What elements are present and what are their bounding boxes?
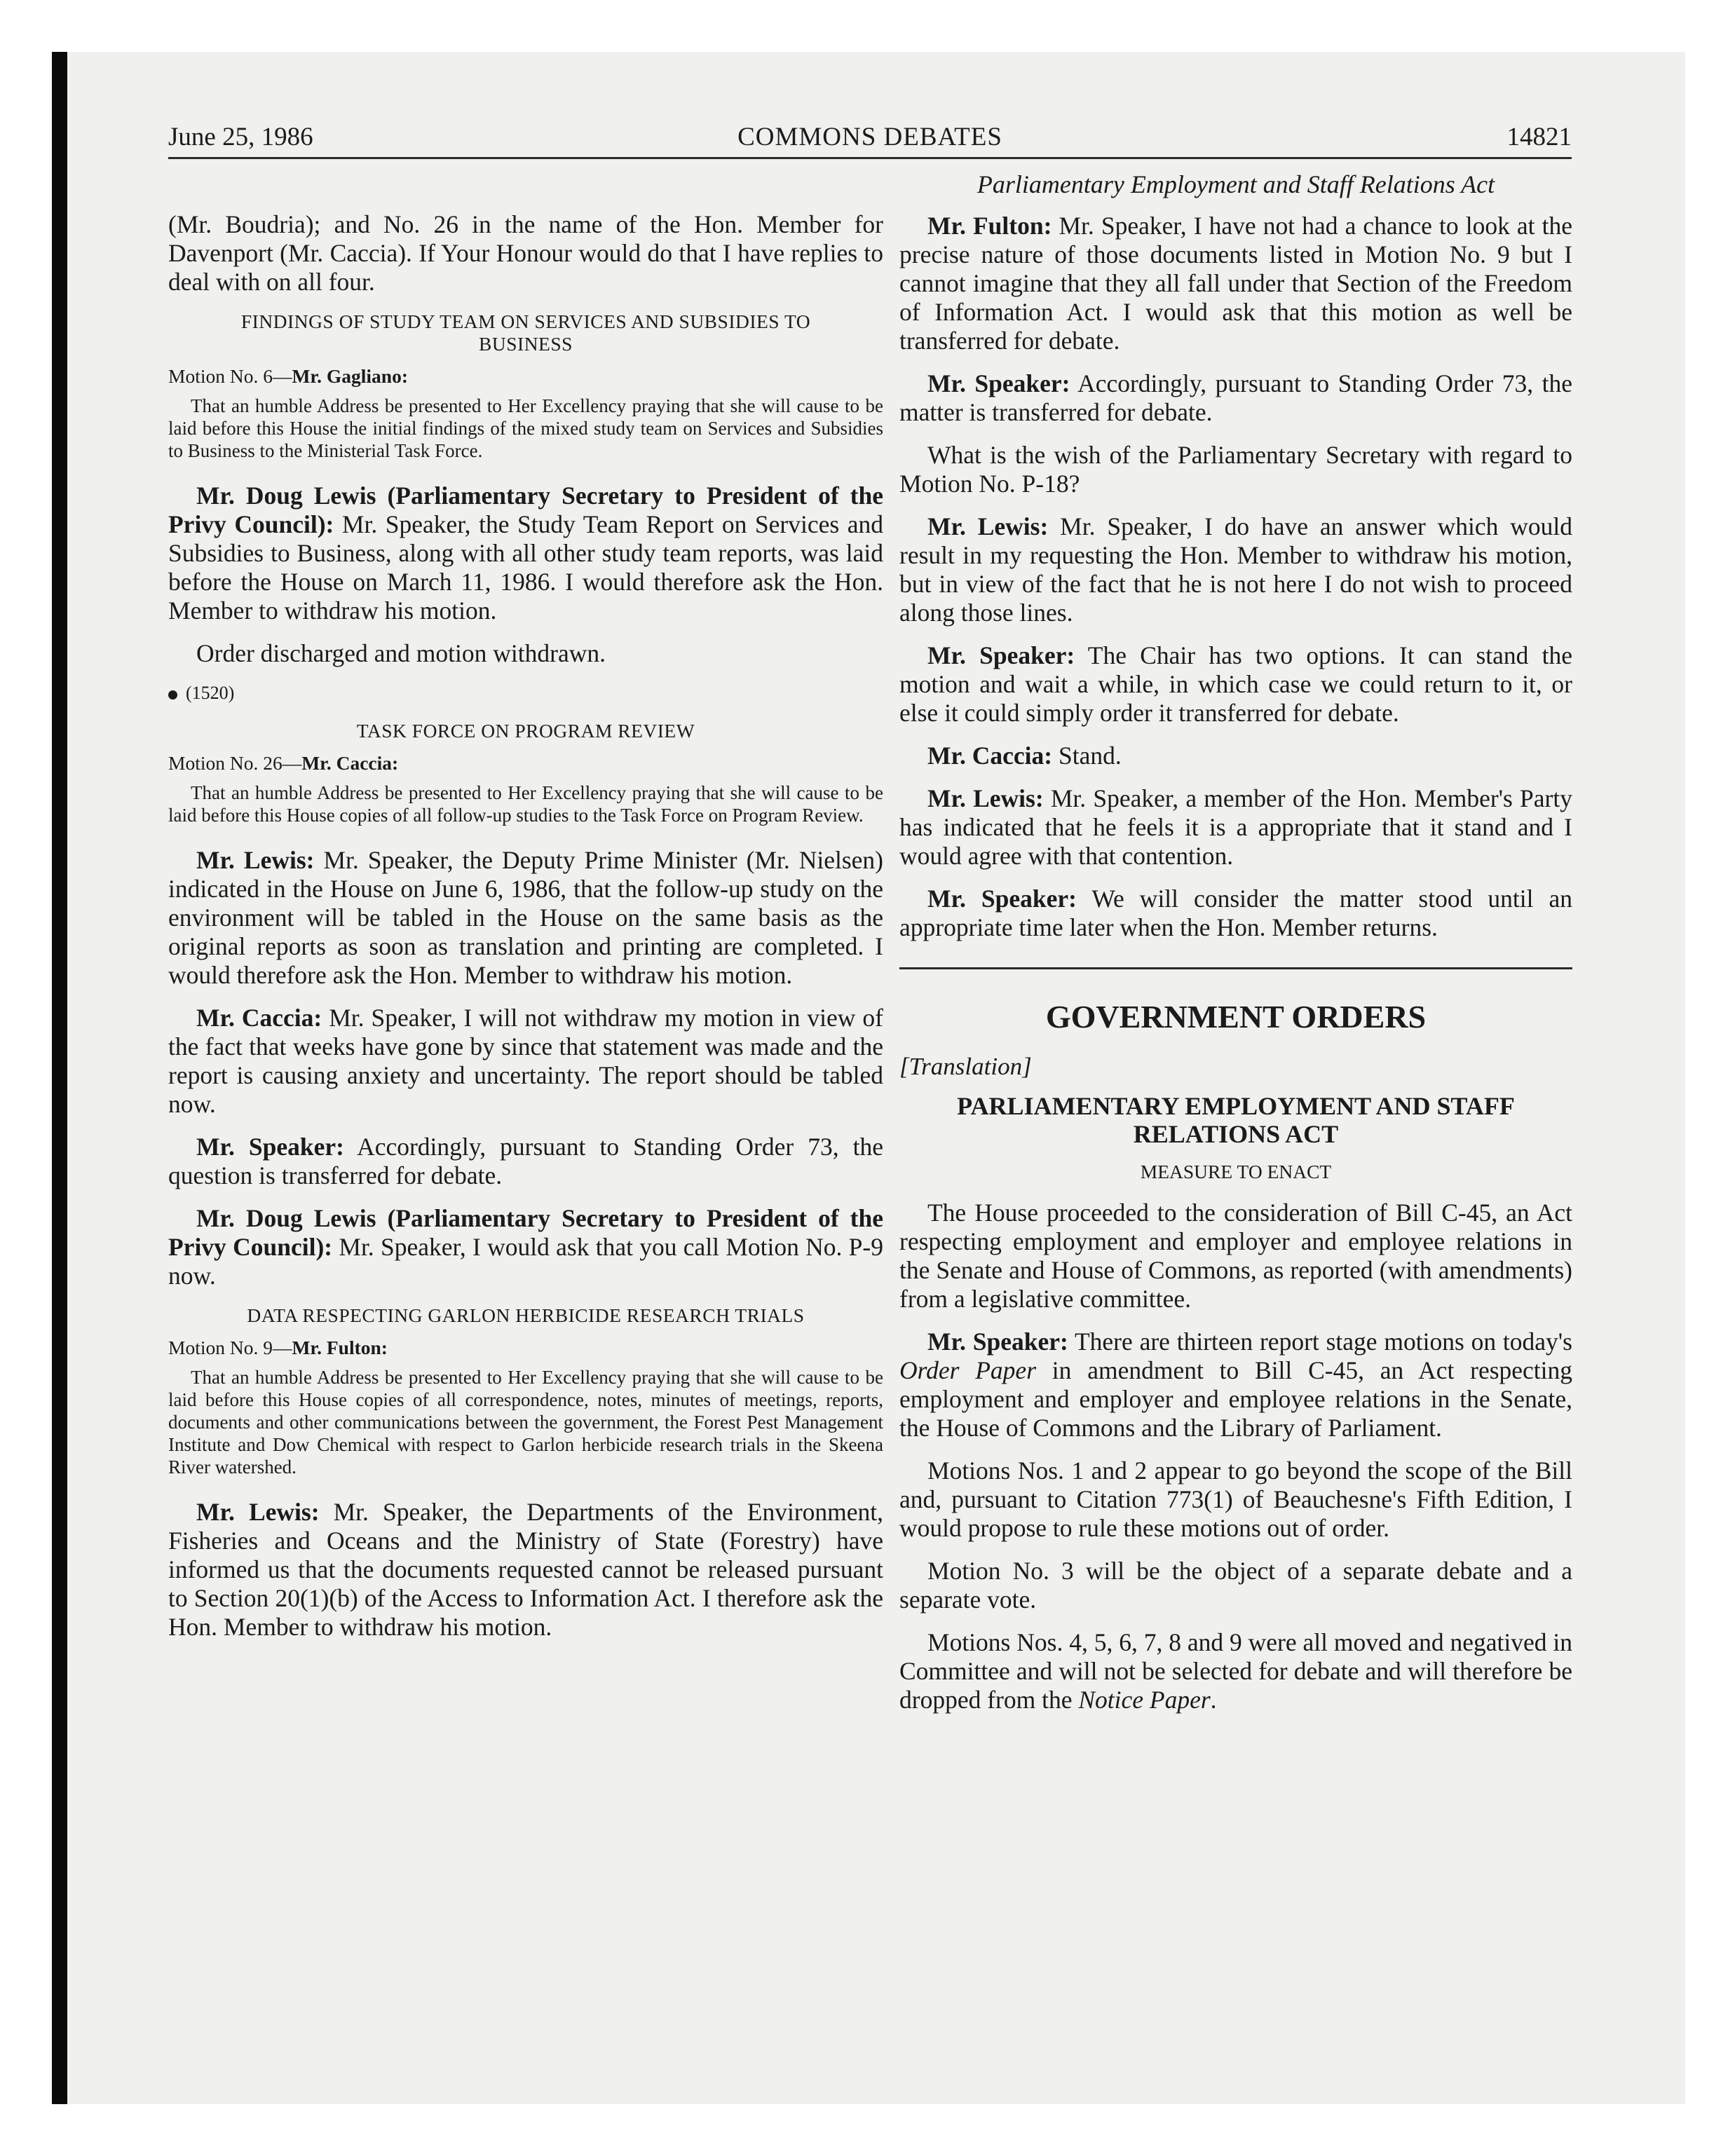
paragraph-text: Motions Nos. 4, 5, 6, 7, 8 and 9 were all moved and negatived in Committee and will not be selected for debate and will therefore be dropped from the — [899, 1628, 1572, 1714]
speech — [168, 1498, 883, 1642]
speech — [899, 1328, 1572, 1442]
speech — [168, 482, 883, 625]
speech — [899, 742, 1572, 770]
paragraph-text: . — [1210, 1686, 1217, 1714]
header-title: COMMONS DEBATES — [737, 123, 1002, 151]
section-title: GOVERNMENT ORDERS — [1045, 999, 1427, 1035]
motion-number — [168, 752, 883, 775]
speech-text: Accordingly, pursuant to Standing Order 73, the matter is transferred for debate. — [899, 369, 1573, 426]
speech-text: Mr. Speaker, I have not had a chance to look at the precise nature of those documents listed in Motion No. 9 but I cannot imagine that they all fall under that Section of the Freedom of Information Act. I would ask that this motion as well be transferred for debate. — [899, 212, 1573, 355]
speech-text: in amendment to Bill C-45, an Act respecting employment and employer and employee relations in the Senate, the House of Commons and the Library of Parliament. — [899, 1356, 1572, 1442]
speech — [168, 1133, 883, 1190]
right-column — [899, 168, 1572, 1728]
speech — [899, 212, 1572, 355]
motion-mover: Mr. Gagliano: — [292, 365, 408, 387]
speech-text: Mr. Speaker, a member of the Hon. Member's Party has indicated that he feels it is a appropriate that it stand and I would agree with that contention. — [899, 784, 1572, 870]
speech-text: Mr. Speaker, the Deputy Prime Minister (Mr. Nielsen) indicated in the House on June 6, 1986, that the follow-up study on the environment will be tabled in the House on the same basis as the original reports as soon as translation and printing are completed. I would therefore ask the Hon. Member to withdraw his motion. — [168, 846, 884, 989]
paragraph — [899, 1628, 1572, 1714]
speech-text: Mr. Speaker, I do have an answer which would result in my requesting the Hon. Member to withdraw his motion, but in view of the fact that he is not here I do not wish to proceed along those lines. — [899, 512, 1572, 627]
speech — [168, 846, 883, 990]
column-title: Parliamentary Employment and Staff Relations Act — [977, 170, 1495, 198]
bill-subheading: MEASURE TO ENACT — [1140, 1161, 1332, 1182]
speech — [168, 1204, 883, 1290]
time-marker — [168, 682, 883, 704]
bullet-icon — [168, 690, 177, 700]
motion-text: That an humble Address be presented to Her Excellency praying that she will cause to be laid before this House the initial findings of the mixed study team on Services and Subsidies to Business to the Ministerial Task Force. — [168, 395, 883, 461]
speech — [168, 1004, 883, 1119]
speech-text: Mr. Speaker, I will not withdraw my motion in view of the fact that weeks have gone by since that statement was made and the report is causing anxiety and uncertainty. The report should be tabled now. — [168, 1004, 883, 1118]
speech-text: Mr. Speaker, I would ask that you call Motion No. P-9 now. — [168, 1233, 883, 1290]
speaker-name: Mr. Lewis: — [927, 512, 1049, 540]
motion-label: Motion No. 26— — [168, 752, 302, 774]
speaker-name: Mr. Lewis: — [196, 1498, 320, 1526]
speaker-name: Mr. Lewis: — [196, 846, 315, 874]
paragraph: Order discharged and motion withdrawn. — [196, 639, 606, 667]
paragraph: The House proceeded to the consideration of Bill C-45, an Act respecting employment and employer and employee relations in the Senate and House of Commons, as reported (with amendments) from a legislative committee. — [899, 1199, 1572, 1313]
speech-text: Mr. Speaker, the Study Team Report on Services and Subsidies to Business, along with all other study team reports, was laid before the House on March 11, 1986. I would therefore ask the Hon. Member to withdraw his motion. — [168, 510, 883, 625]
speech-text: There are thirteen report stage motions on today's — [1068, 1328, 1572, 1356]
speaker-name: Mr. Speaker: — [927, 885, 1077, 913]
motion-number — [168, 365, 883, 388]
motion-label: Motion No. 9— — [168, 1337, 292, 1358]
motion-text: That an humble Address be presented to Her Excellency praying that she will cause to be laid before this House copies of all follow-up studies to the Task Force on Program Review. — [168, 782, 883, 826]
speech — [899, 641, 1572, 728]
speech — [899, 885, 1572, 942]
italic-title: Order Paper — [899, 1356, 1037, 1384]
speaker-name: Mr. Speaker: — [196, 1133, 344, 1161]
binding-edge — [52, 52, 67, 2104]
motion-label: Motion No. 6— — [168, 365, 292, 387]
paragraph: What is the wish of the Parliamentary Secretary with regard to Motion No. P-18? — [899, 441, 1572, 498]
speaker-name: Mr. Speaker: — [927, 369, 1070, 397]
section-divider — [899, 967, 1572, 969]
motion-mover: Mr. Fulton: — [292, 1337, 388, 1358]
speech — [899, 369, 1572, 427]
speech — [899, 784, 1572, 871]
speech-text: Accordingly, pursuant to Standing Order 73, the question is transferred for debate. — [168, 1133, 884, 1189]
speaker-name: Mr. Fulton: — [927, 212, 1052, 240]
section-heading: FINDINGS OF STUDY TEAM ON SERVICES AND SUBSIDIES TO BUSINESS — [240, 311, 811, 355]
bill-heading: PARLIAMENTARY EMPLOYMENT AND STAFF RELATIONS ACT — [957, 1092, 1515, 1148]
page-number: 14821 — [1506, 123, 1572, 151]
running-header — [168, 118, 1572, 159]
speaker-name: Mr. Doug Lewis (Parliamentary Secretary to President of the Privy Council): — [168, 482, 883, 538]
motion-number — [168, 1337, 883, 1359]
paragraph: Motions Nos. 1 and 2 appear to go beyond the scope of the Bill and, pursuant to Citation 773(1) of Beauchesne's Fifth Edition, I would propose to rule these motions out of order. — [899, 1456, 1572, 1542]
section-heading: TASK FORCE ON PROGRAM REVIEW — [356, 720, 695, 742]
motion-mover: Mr. Caccia: — [301, 752, 399, 774]
speech — [899, 512, 1572, 627]
section-heading: DATA RESPECTING GARLON HERBICIDE RESEARCH TRIALS — [247, 1304, 805, 1326]
speaker-name: Mr. Speaker: — [927, 1328, 1068, 1356]
left-column — [168, 210, 883, 1656]
italic-title: Notice Paper — [1078, 1686, 1211, 1714]
paragraph: Motion No. 3 will be the object of a separate debate and a separate vote. — [899, 1557, 1572, 1613]
speaker-name: Mr. Caccia: — [196, 1004, 322, 1032]
speech-text: Mr. Speaker, the Departments of the Environment, Fisheries and Oceans and the Ministry of State (Forestry) have informed us that the documents requested cannot be released pursuant to Section 20(1)(b) of the Access to Information Act. I therefore ask the Hon. Member to withdraw his motion. — [168, 1498, 884, 1641]
speaker-name: Mr. Doug Lewis (Parliamentary Secretary to President of the Privy Council): — [168, 1204, 883, 1261]
paragraph: (Mr. Boudria); and No. 26 in the name of the Hon. Member for Davenport (Mr. Caccia). If Your Honour would do that I have replies to deal with on all four. — [168, 210, 883, 296]
speaker-name: Mr. Caccia: — [927, 742, 1053, 770]
header-date: June 25, 1986 — [168, 123, 313, 151]
speech-text: Stand. — [1052, 742, 1122, 770]
speech-text: We will consider the matter stood until an appropriate time later when the Hon. Member returns. — [899, 885, 1573, 941]
time-marker-text: (1520) — [186, 683, 235, 703]
speaker-name: Mr. Lewis: — [927, 784, 1044, 812]
speech-text: The Chair has two options. It can stand the motion and wait a while, in which case we could return to it, or else it could simply order it transferred for debate. — [899, 641, 1573, 727]
motion-text: That an humble Address be presented to Her Excellency praying that she will cause to be laid before this House copies of all correspondence, notes, minutes of meetings, reports, documents and other communications between the government, the Forest Pest Management Institute and Dow Chemical with respect to Garlon herbicide research trials in the Skeena River watershed. — [168, 1367, 883, 1478]
translation-note: [Translation] — [899, 1053, 1032, 1080]
speaker-name: Mr. Speaker: — [927, 641, 1075, 669]
